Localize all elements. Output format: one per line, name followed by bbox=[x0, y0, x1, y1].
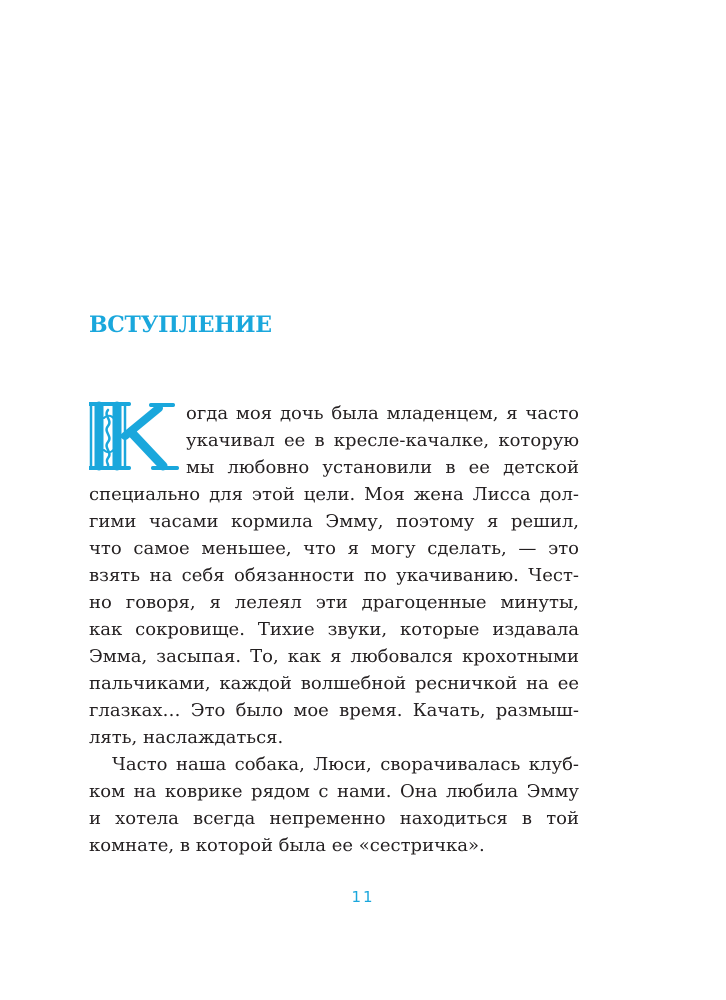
text-line: Эмма, засыпая. То, как я любовался крохотными bbox=[89, 646, 579, 667]
text-line: пальчиками, каждой волшебной ресничкой на ее bbox=[89, 673, 579, 694]
text-line: огда моя дочь была младенцем, я часто bbox=[186, 403, 579, 424]
chapter-title: ВСТУПЛЕНИЕ bbox=[89, 312, 272, 338]
text-line: что самое меньшее, что я могу сделать, — это bbox=[89, 538, 579, 559]
text-line: комнате, в которой была ее «сестричка». bbox=[89, 835, 485, 856]
text-line: но говоря, я лелеял эти драгоценные минуты, bbox=[89, 592, 579, 613]
text-line: специально для этой цели. Моя жена Лисса дол- bbox=[89, 484, 579, 505]
text-line: Часто наша собака, Люси, сворачивалась клуб- bbox=[112, 754, 579, 775]
text-line: гими часами кормила Эмму, поэтому я решил, bbox=[89, 511, 579, 532]
text-line: ком на коврике рядом с нами. Она любила Эмму bbox=[89, 781, 579, 802]
body-text bbox=[89, 400, 579, 859]
text-line: лять, наслаждаться. bbox=[89, 727, 284, 748]
text-line: мы любовно установили в ее детской bbox=[186, 457, 579, 478]
text-line: укачивал ее в кресле-качалке, которую bbox=[186, 430, 579, 451]
page-number: 11 bbox=[351, 888, 375, 906]
text-line: как сокровище. Тихие звуки, которые издавала bbox=[89, 619, 579, 640]
text-line: глазках… Это было мое время. Качать, размыш- bbox=[89, 700, 579, 721]
text-line: взять на себя обязанности по укачиванию. Чест- bbox=[89, 565, 579, 586]
text-line: и хотела всегда непременно находиться в той bbox=[89, 808, 579, 829]
